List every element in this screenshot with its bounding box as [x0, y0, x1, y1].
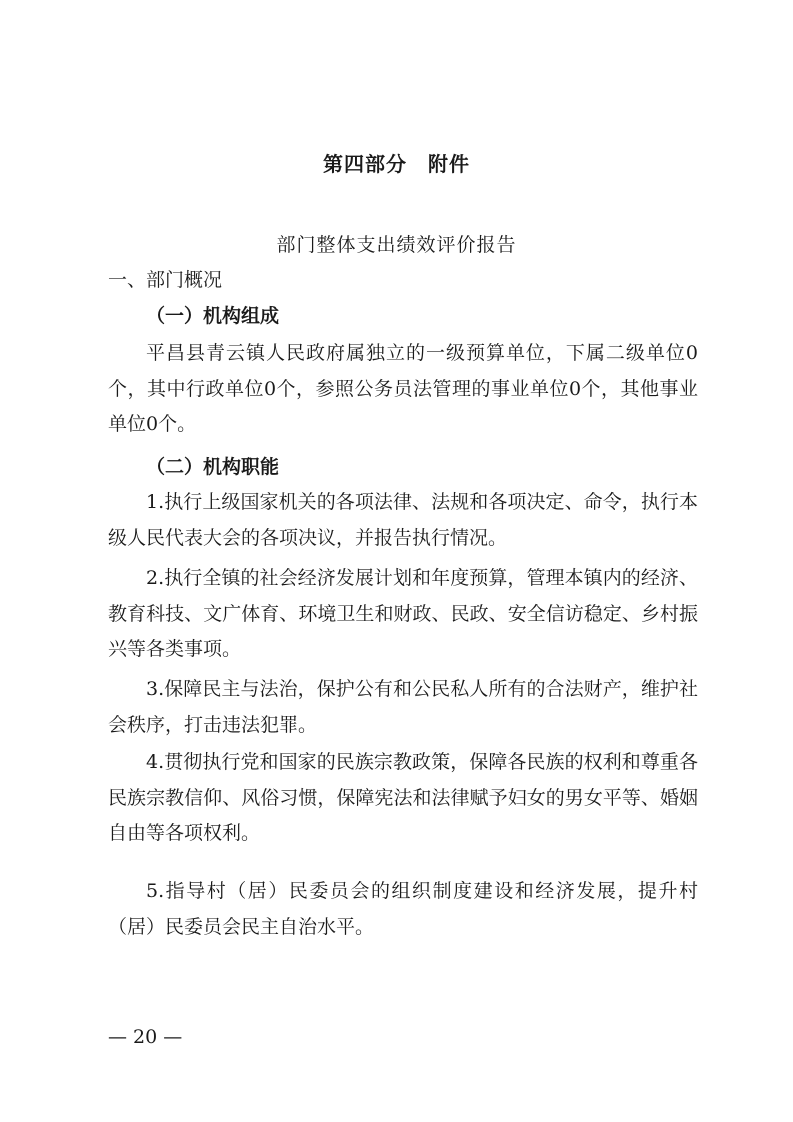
function-item-5: 5.指导村（居）民委员会的组织制度建设和经济发展，提升村（居）民委员会民主自治水平。: [108, 880, 698, 938]
report-title: 部门整体支出绩效评价报告: [276, 234, 517, 256]
section-heading-overview: 一、部门概况: [108, 269, 223, 291]
function-item-1: 1.执行上级国家机关的各项法律、法规和各项决定、命令，执行本级人民代表大会的各项决议，并报告执行情况。: [108, 491, 698, 549]
page-number: — 20 —: [108, 1026, 183, 1048]
part-title: 第四部分 附件: [323, 152, 470, 176]
function-item-2: 2.执行全镇的社会经济发展计划和年度预算，管理本镇内的经济、教育科技、文广体育、环境卫生和财政、民政、安全信访稳定、乡村振兴等各类事项。: [108, 567, 698, 660]
paragraph-organization: 平昌县青云镇人民政府属独立的一级预算单位，下属二级单位0个，其中行政单位0个，参照公务员法管理的事业单位0个，其他事业单位0个。: [108, 342, 698, 435]
subsection-heading-organization: （一）机构组成: [146, 305, 280, 327]
subsection-heading-functions: （二）机构职能: [146, 456, 280, 478]
function-item-3: 3.保障民主与法治，保护公有和公民私人所有的合法财产，维护社会秩序，打击违法犯罪。: [108, 678, 698, 736]
function-item-4: 4.贯彻执行党和国家的民族宗教政策，保障各民族的权利和尊重各民族宗教信仰、风俗习惯，保障宪法和法律赋予妇女的男女平等、婚姻自由等各项权利。: [108, 751, 698, 844]
